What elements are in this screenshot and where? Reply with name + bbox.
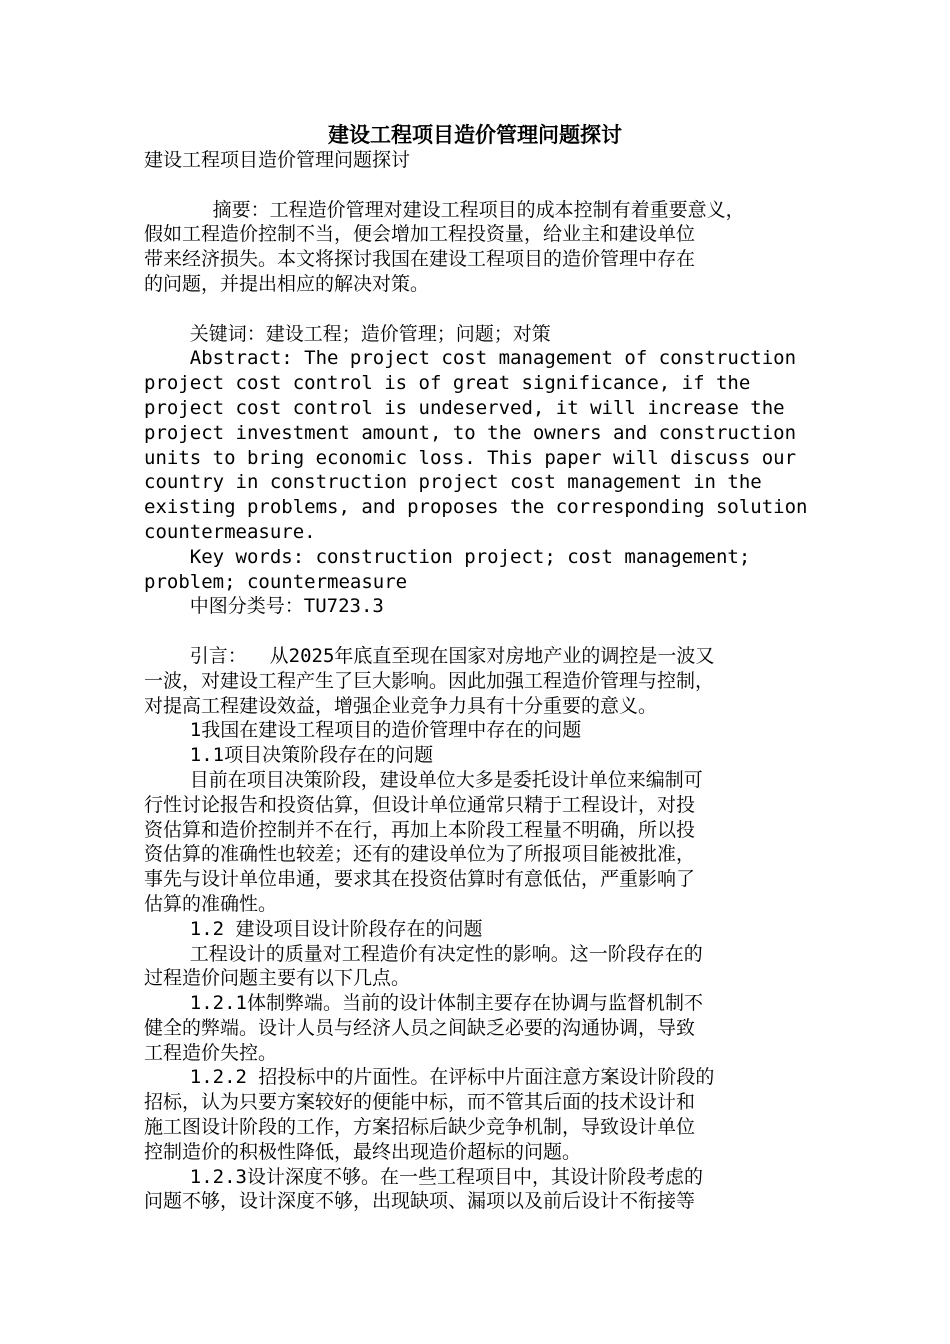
text-line: 健全的弊端。设计人员与经济人员之间缺乏必要的沟通协调，导致 — [144, 1016, 696, 1039]
text-line: Abstract: The project cost management of construction — [144, 347, 797, 370]
text-line: 过程造价问题主要有以下几点。 — [144, 967, 411, 990]
text-line: 招标，认为只要方案较好的便能中标，而不管其后面的技术设计和 — [144, 1091, 696, 1114]
text-line: 对提高工程建设效益，增强企业竞争力具有十分重要的意义。 — [144, 694, 658, 717]
text-line: 1.2.1体制弊端。当前的设计体制主要存在协调与监督机制不 — [144, 992, 703, 1015]
text-line: 1.2 建设项目设计阶段存在的问题 — [144, 917, 483, 940]
text-line: 的问题，并提出相应的解决对策。 — [144, 272, 430, 295]
text-line: 资估算和造价控制并不在行，再加上本阶段工程量不明确，所以投 — [144, 818, 696, 841]
text-line: 行性讨论报告和投资估算，但设计单位通常只精于工程设计，对投 — [144, 793, 696, 816]
text-line: 1我国在建设工程项目的造价管理中存在的问题 — [144, 719, 582, 742]
text-line: 事先与设计单位串通，要求其在投资估算时有意低估，严重影响了 — [144, 868, 696, 891]
text-line: 工程设计的质量对工程造价有决定性的影响。这一阶段存在的 — [144, 942, 703, 965]
text-line: problem; countermeasure — [144, 570, 408, 593]
document-title: 建设工程项目造价管理问题探讨 — [328, 122, 622, 147]
text-line: country in construction project cost management in the — [144, 471, 762, 494]
text-line: 估算的准确性。 — [144, 892, 278, 915]
text-line: 建设工程项目造价管理问题探讨 — [144, 149, 411, 171]
text-line: 假如工程造价控制不当，便会增加工程投资量，给业主和建设单位 — [144, 223, 696, 246]
text-line: 引言： 从2025年底直至现在国家对房地产业的调控是一波又 — [144, 644, 715, 667]
text-line: 施工图设计阶段的工作，方案招标后缺少竞争机制，导致设计单位 — [144, 1116, 696, 1139]
text-line: 中图分类号：TU723.3 — [144, 595, 384, 618]
text-line: 1.2.2 招投标中的片面性。在评标中片面注意方案设计阶段的 — [144, 1066, 715, 1089]
text-line: project cost control is undeserved, it will increase the — [144, 396, 785, 419]
text-line: 目前在项目决策阶段，建设单位大多是委托设计单位来编制可 — [144, 768, 703, 791]
text-line: 工程造价失控。 — [144, 1041, 278, 1064]
blank-line — [144, 173, 824, 198]
text-line: project investment amount, to the owners and construction — [144, 421, 797, 444]
text-line: units to bring economic loss. This paper will discuss our — [144, 446, 797, 469]
text-line: 问题不够，设计深度不够，出现缺项、漏项以及前后设计不衔接等 — [144, 1190, 696, 1213]
text-line: 关键词：建设工程；造价管理；问题；对策 — [144, 322, 551, 345]
text-line: project cost control is of great significance, if the — [144, 372, 751, 395]
text-line: countermeasure. — [144, 520, 316, 543]
blank-line — [144, 619, 824, 644]
text-line: 带来经济损失。本文将探讨我国在建设工程项目的造价管理中存在 — [144, 248, 696, 271]
document-body — [144, 148, 824, 1214]
text-line: 摘要：工程造价管理对建设工程项目的成本控制有着重要意义， — [144, 198, 745, 221]
text-line: Key words: construction project; cost management; — [144, 545, 751, 568]
text-line: 资估算的准确性也较差；还有的建设单位为了所报项目能被批准， — [144, 843, 696, 866]
text-line: 1.1项目决策阶段存在的问题 — [144, 744, 434, 767]
blank-line — [144, 297, 824, 322]
text-line: 控制造价的积极性降低，最终出现造价超标的问题。 — [144, 1140, 582, 1163]
text-line: 1.2.3设计深度不够。在一些工程项目中，其设计阶段考虑的 — [144, 1165, 703, 1188]
text-line: existing problems, and proposes the corresponding solution — [144, 496, 808, 519]
text-line: 一波，对建设工程产生了巨大影响。因此加强工程造价管理与控制， — [144, 669, 715, 692]
